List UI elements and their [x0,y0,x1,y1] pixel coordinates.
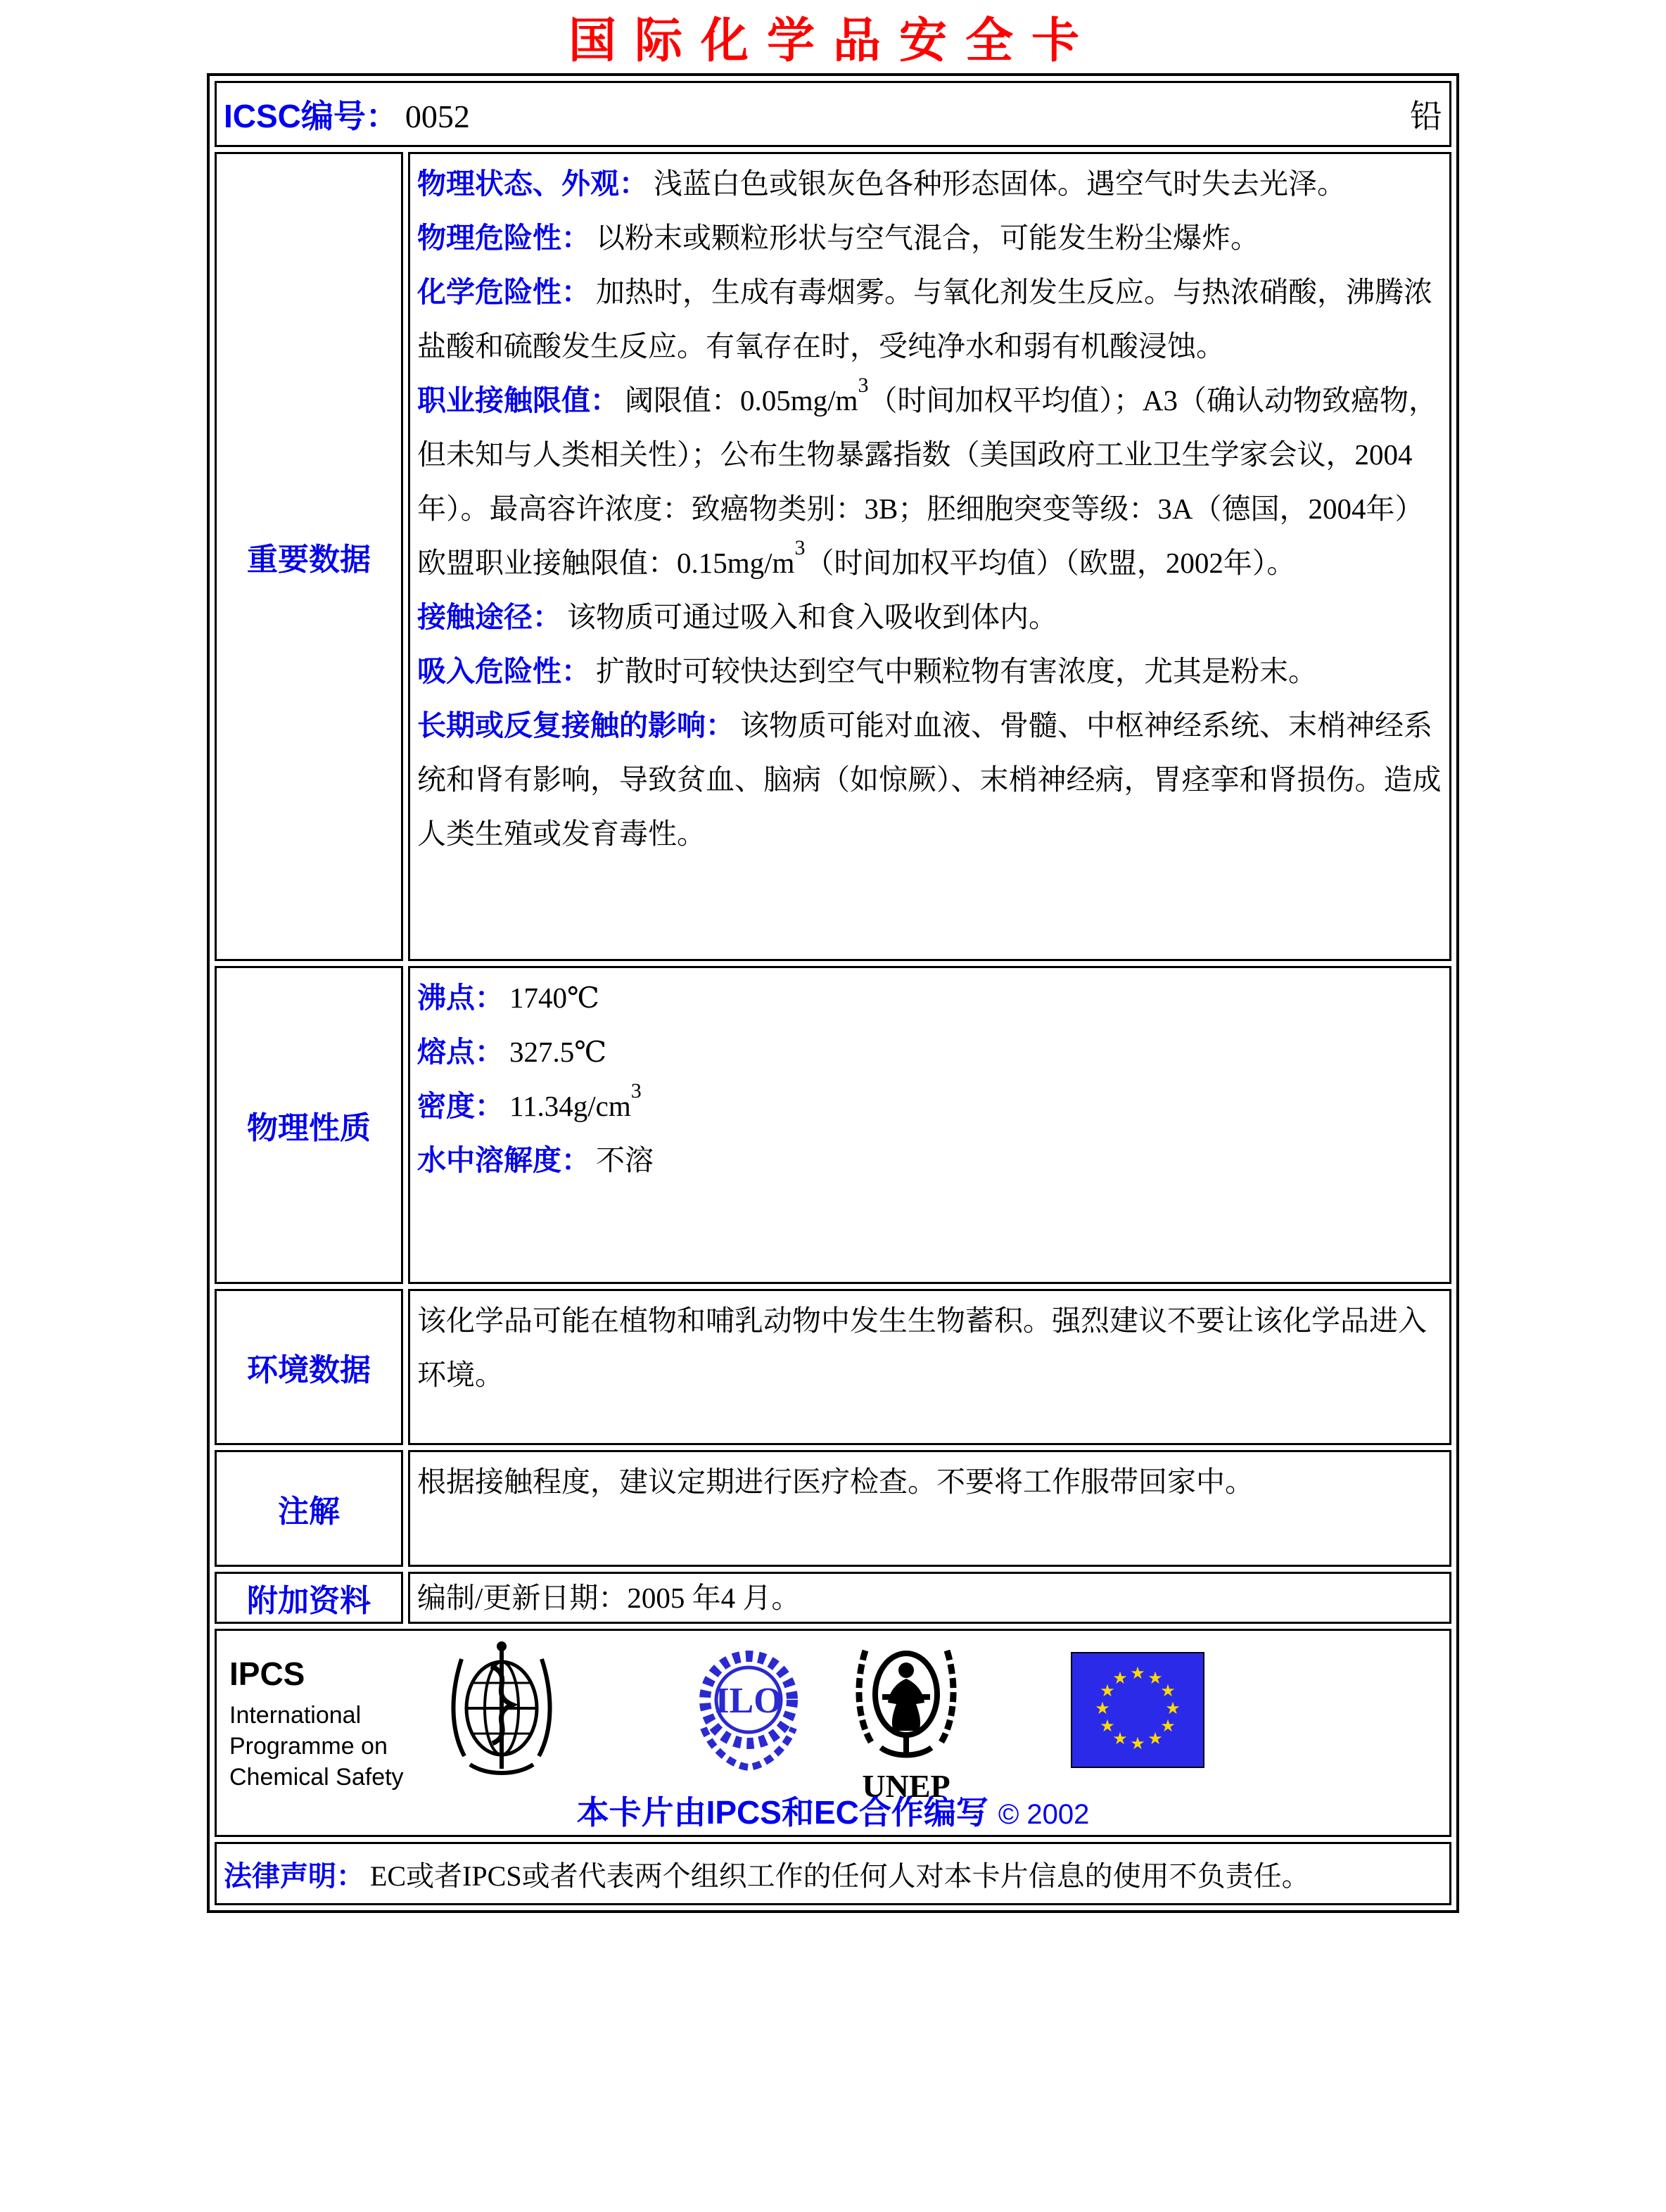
page-title: 国际化学品安全卡 [568,13,1098,68]
svg-text:★: ★ [1160,1681,1176,1701]
ipcs-text-block [229,1655,404,1793]
unep-logo-icon [850,1636,962,1809]
paragraph [417,1455,1442,1509]
svg-text:★: ★ [1130,1734,1145,1753]
credits-line [217,1787,1449,1833]
paragraph [417,699,1442,861]
icsc-number-label: ICSC编号： [224,98,398,134]
inline-text: 327.5℃ [509,1036,607,1068]
paragraph [224,1854,1442,1894]
svg-text:★: ★ [1112,1668,1128,1688]
paragraph [417,1079,1442,1133]
inline-field-label: 职业接触限值： [417,384,619,417]
inline-text: 该物质可能对血液、骨髓、中枢神经系统、末梢神经系统和肾有影响，导致贫血、脑病（如惊厥）、末梢神经病，胃痉挛和肾损伤。造成人类生殖或发育毒性。 [417,709,1442,850]
inline-text: 该化学品可能在植物和哺乳动物中发生生物蓄积。强烈建议不要让该化学品进入环境。 [417,1304,1427,1391]
inline-text: 加热时，生成有毒烟雾。与氧化剂发生反应。与热浓硝酸，沸腾浓盐酸和硫酸发生反应。有氧存在时，受纯净水和弱有机酸浸蚀。 [417,276,1432,362]
inline-field-label: 熔点： [417,1036,504,1068]
svg-text:★: ★ [1147,1729,1163,1748]
inline-text: 扩散时可较快达到空气中颗粒物有害浓度，尤其是粉末。 [596,655,1317,687]
section-label-additional-information: 附加资料 [215,1572,403,1624]
ilo-logo-icon [692,1644,805,1777]
svg-text:UNEP: UNEP [862,1768,950,1804]
chemical-name: 铅 [1410,98,1442,134]
inline-field-label: 沸点： [417,981,504,1014]
ipcs-title: IPCS [229,1655,305,1692]
inline-text: 阈限值：0.05mg/m [625,384,858,417]
who-logo-icon [449,1638,554,1782]
inline-text: 根据接触程度，建议定期进行医疗检查。不要将工作服带回家中。 [417,1466,1254,1498]
svg-text:★: ★ [1165,1698,1181,1718]
paragraph [417,374,1442,590]
inline-field-label: 水中溶解度： [417,1144,590,1176]
paragraph [417,1294,1442,1402]
inline-field-label: 法律声明： [224,1860,364,1892]
paragraph [417,157,1442,211]
ipcs-line-1: International [229,1702,362,1729]
svg-text:★: ★ [1100,1681,1115,1701]
paragraph [417,211,1442,265]
section-content-environmental-data [408,1289,1451,1445]
inline-field-label: 长期或反复接触的影响： [417,709,735,742]
inline-field-label: 物理危险性： [417,222,590,254]
paragraph [417,1025,1442,1079]
icsc-number-value: 0052 [405,98,470,134]
svg-text:★: ★ [1100,1716,1115,1736]
header-row [215,81,1451,147]
card-table [207,73,1459,1913]
paragraph [417,590,1442,644]
svg-text:ILO: ILO [715,1681,782,1721]
paragraph [417,1577,1442,1619]
icsc-number-group [224,91,470,137]
inline-text: 11.34g/cm [509,1090,631,1122]
section-content-important-data [408,152,1451,961]
inline-text: 浅蓝白色或银灰色各种形态固体。遇空气时失去光泽。 [654,167,1346,200]
section-label-physical-properties: 物理性质 [215,966,403,1284]
section-content-physical-properties [408,966,1451,1284]
paragraph [417,644,1442,699]
svg-text:★: ★ [1112,1729,1128,1748]
section-label-notes: 注解 [215,1450,403,1567]
paragraph [417,971,1442,1025]
section-label-environmental-data: 环境数据 [215,1289,403,1445]
inline-text: （时间加权平均值）；A3（确认动物致癌物，但未知与人类相关性）；公布生物暴露指数（美国政府工业卫生学家会议，2004年）。最高容许浓度：致癌物类别：3B；胚细胞突变等级：3A（德国，2004年）欧盟职业接触限值：0.15mg/m [417,384,1438,579]
paragraph [417,265,1442,374]
inline-field-label: 化学危险性： [417,276,590,308]
inline-text: 以粉末或颗粒形状与空气混合，可能发生粉尘爆炸。 [596,222,1259,254]
ipcs-line-2: Programme on [229,1733,388,1760]
inline-field-label: 物理状态、外观： [417,167,648,200]
section-content-notes [408,1450,1451,1567]
inline-field-label: 密度： [417,1090,504,1122]
inline-text: 编制/更新日期：2005 年4 月。 [417,1582,801,1614]
legal-notice-row [215,1842,1451,1905]
inline-field-label: 吸入危险性： [417,655,590,687]
inline-text: （时间加权平均值）（欧盟，2002年）。 [805,547,1296,579]
inline-text: 3 [630,1079,642,1102]
section-content-additional-information [408,1572,1451,1624]
svg-text:★: ★ [1147,1668,1163,1688]
inline-text: EC或者IPCS或者代表两个组织工作的任何人对本卡片信息的使用不负责任。 [370,1860,1310,1892]
section-label-important-data: 重要数据 [215,152,403,961]
ipcs-line-3: Chemical Safety [229,1764,404,1791]
svg-text:★: ★ [1160,1716,1176,1736]
inline-text: 3 [794,536,806,559]
footer-logos-row [215,1629,1451,1837]
inline-text: 该物质可通过吸入和食入吸收到体内。 [567,601,1057,633]
inline-text: 1740℃ [509,981,599,1014]
credits-year: © 2002 [998,1799,1090,1830]
inline-text: 3 [858,374,869,397]
inline-field-label: 接触途径： [417,601,561,633]
inline-text: 不溶 [596,1144,654,1176]
credits-text: 本卡片由IPCS和EC合作编写 [576,1794,988,1831]
eu-flag-icon [1071,1652,1204,1772]
icsc-card [207,73,1459,1913]
svg-text:★: ★ [1130,1663,1145,1683]
svg-text:★: ★ [1095,1698,1110,1718]
paragraph [417,1133,1442,1188]
